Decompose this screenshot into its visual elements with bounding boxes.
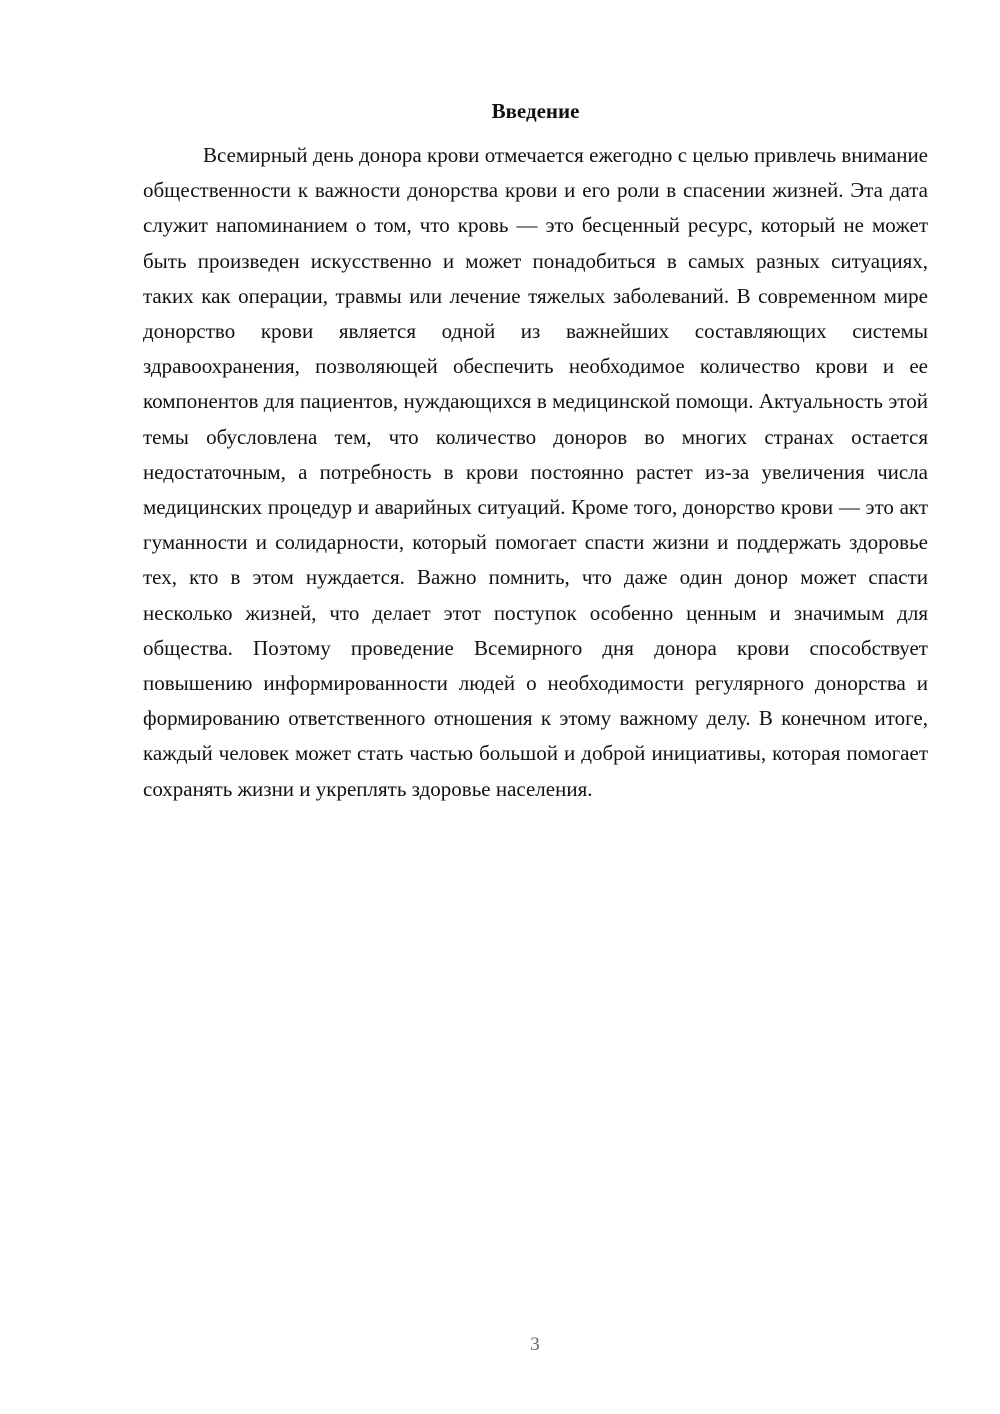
page-number: 3 — [530, 1334, 540, 1355]
section-title: Введение — [491, 99, 580, 123]
page-content — [143, 96, 928, 807]
body-paragraph: Всемирный день донора крови отмечается ежегодно с целью привлечь внимание общественности к важности донорства крови и его роли в спасении жизней. Эта дата служит напоминанием о том, что кровь — это бесценный ресурс, который не может быть произведен искусственно и может понадобиться в самых разных ситуациях, таких как операции, травмы или лечение тяжелых заболеваний. В современном мире донорство крови является одной из важнейших составляющих системы здравоохранения, позволяющей обеспечить необходимое количество крови и ее компонентов для пациентов, нуждающихся в медицинской помощи. Актуальность этой темы обусловлена тем, что количество доноров во многих странах остается недостаточным, а потребность в крови постоянно растет из-за увеличения числа медицинских процедур и аварийных ситуаций. Кроме того, донорство крови — это акт гуманности и солидарности, который помогает спасти жизни и поддержать здоровье тех, кто в этом нуждается. Важно помнить, что даже один донор может спасти несколько жизней, что делает этот поступок особенно ценным и значимым для общества. Поэтому проведение Всемирного дня донора крови способствует повышению информированности людей о необходимости регулярного донорства и формированию ответственного отношения к этому важному делу. В конечном итоге, каждый человек может стать частью большой и доброй инициативы, которая помогает сохранять жизни и укреплять здоровье населения. — [143, 143, 928, 801]
